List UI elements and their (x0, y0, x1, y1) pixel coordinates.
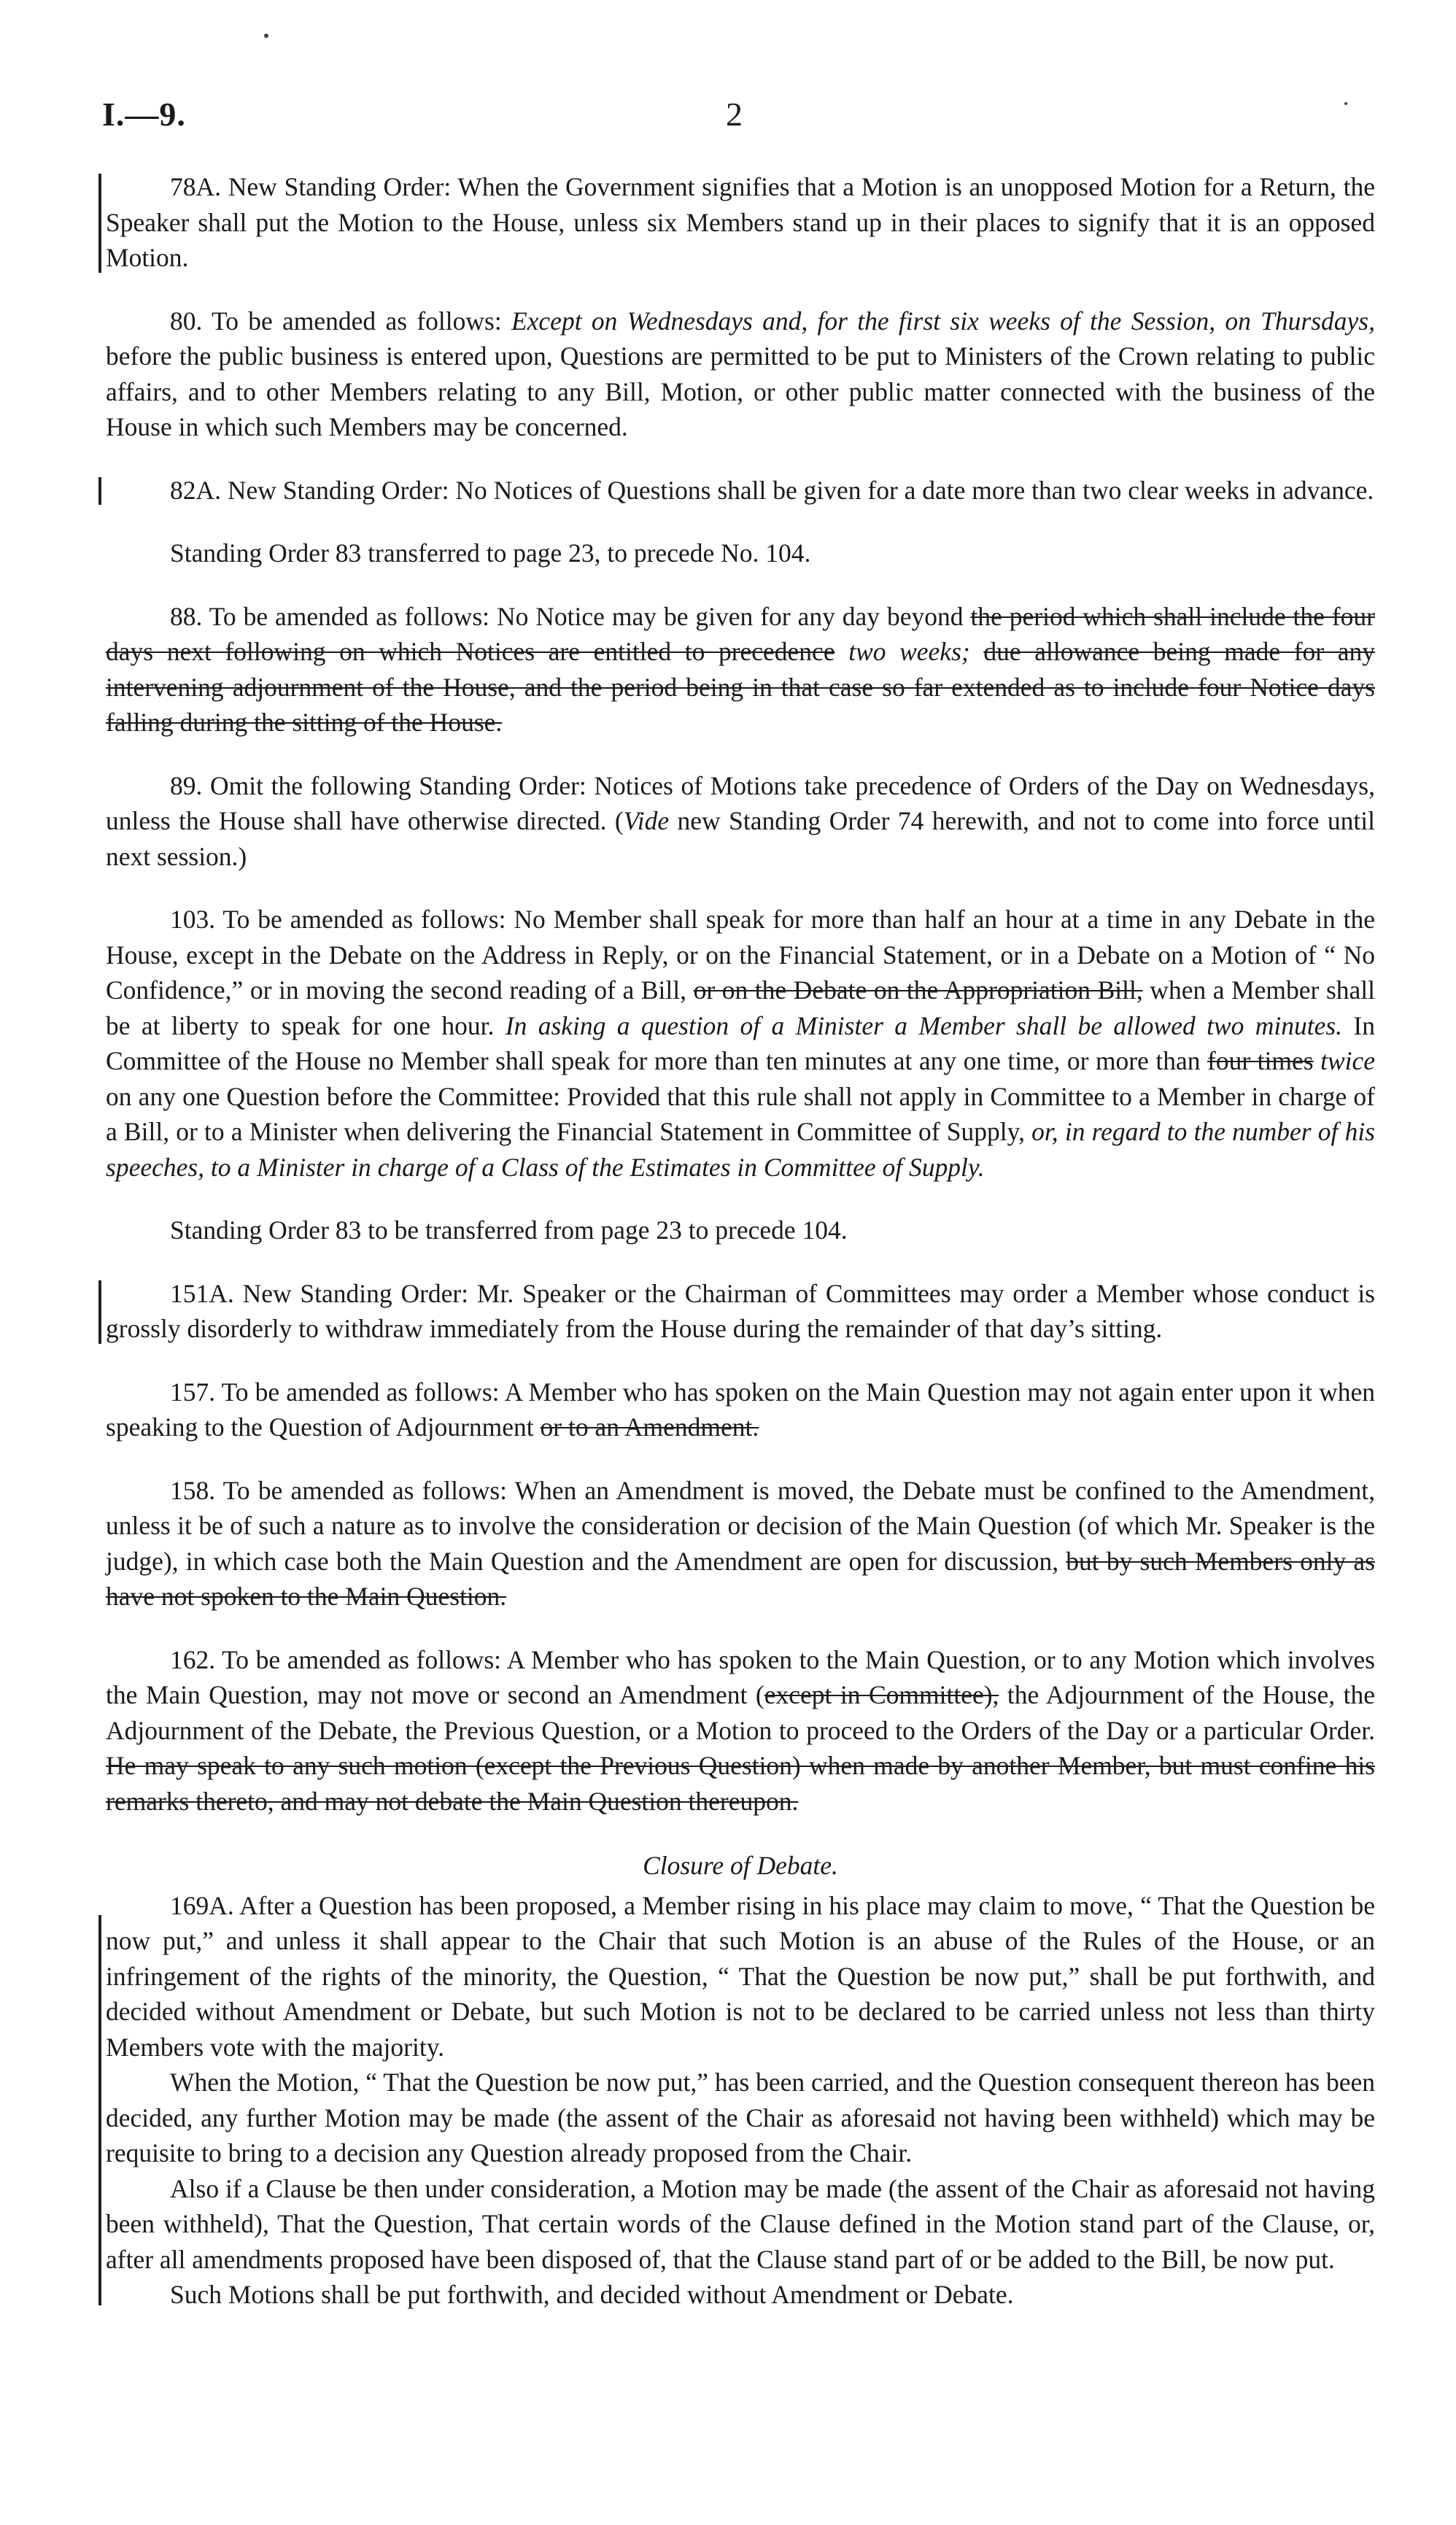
text-run: new Standing Order 74 herewith, and not to come into force until next session.) (106, 806, 1375, 871)
standing-order-169a: 169A. After a Question has been proposed, a Member rising in his place may claim to move, “ That the Question be now put,” and unless it shall appear to the Chair that such Motion is an abuse of the Rules of the House, or an infringement of the rights of the minority, the Question, “ That the Question be now put,” shall be put forthwith, and decided without Amendment or Debate, but such Motion is not to be declared to be carried unless not less than thirty Members vote with the majority. (106, 1890, 1375, 2062)
speck-mark (264, 34, 268, 38)
text-run: 103. To be amended as follows: No Member shall speak for more than half an hour at a time in any Debate in the House, except in the Debate on the Address in Reply, or on the Financial Statement, or in a Debate on a Motion of “ No Confidence,” or in moving the second reading of a Bill, (106, 905, 1375, 1005)
struck-text: or on the Debate on the Appropriation Bill, (693, 975, 1143, 1005)
standing-order-158 (106, 1473, 1375, 1615)
standing-order-88 (106, 599, 1375, 741)
closure-of-debate-section (106, 1848, 1375, 2313)
document-reference: I.—9. (102, 96, 186, 133)
italic-amendment: or, in regard to the number of his speeches, to a Minister in charge of a Class of the Estimates in Committee of Supply. (106, 1117, 1375, 1182)
struck-text: due allowance being made for any intervening adjournment of the House, and the period being in that case so far extended as to include four Notice days falling during the sitting of the House. (106, 637, 1375, 737)
text-run: 162. To be amended as follows: A Member who has spoken to the Main Question, or to any Motion which involves the Main Question, may not move or second an Amendment ( (106, 1644, 1375, 1709)
text-run: 80. To be amended as follows: (170, 306, 511, 336)
standing-order-162 (106, 1642, 1375, 1820)
standing-order-151a: 151A. New Standing Order: Mr. Speaker or the Chairman of Committees may order a Member whose conduct is grossly disorderly to withdraw immediately from the House during the remainder of that day’s sitting. (106, 1276, 1375, 1347)
text-run: on any one Question before the Committee: Provided that this rule shall not apply in Committee to a Member in charge of a Bill, or to a Minister when delivering the Financial Statement in Committee of Supply, (106, 1081, 1375, 1146)
struck-text: or to an Amendment. (540, 1412, 759, 1442)
text-run: the Adjournment of the House, the Adjournment of the Debate, the Previous Question, or a Motion to proceed to the Orders of the Day or a particular Order. (106, 1680, 1375, 1745)
standing-order-89 (106, 768, 1375, 875)
standing-order-78a: 78A. New Standing Order: When the Government signifies that a Motion is an unopposed Motion for a Return, the Speaker shall put the Motion to the House, unless six Members stand up in their places to signify that it is an opposed Motion. (106, 169, 1375, 276)
struck-text: except in Committee), (764, 1680, 999, 1709)
text-run: 88. To be amended as follows: No Notice may be given for any day beyond (170, 601, 971, 631)
margin-bar (98, 1915, 101, 2305)
text-run: before the public business is entered upon, Questions are permitted to be put to Ministers of the Crown relating to public affairs, and to other Members relating to any Bill, Motion, or other public matter connected with the business of the House in which such Members may be concerned. (106, 341, 1375, 441)
italic-text: Vide (623, 806, 670, 835)
struck-text: He may speak to any such motion (except the Previous Question) when made by another Member, but must confine his remarks thereto, and may not debate the Main Question thereupon. (106, 1751, 1375, 1816)
text-run: 158. To be amended as follows: When an Amendment is moved, the Debate must be confined to the Amendment, unless it be of such a nature as to involve the consideration or decision of the Main Question (of which Mr. Speaker is the judge), in which case both the Main Question and the Amendment are open for discussion, (106, 1475, 1375, 1576)
page-number: 2 (726, 96, 743, 133)
standing-order-157 (106, 1374, 1375, 1445)
standing-order-80 (106, 303, 1375, 445)
italic-amendment: Except on Wednesdays and, for the first six weeks of the Session, on Thursdays, (511, 306, 1375, 336)
text-run: 157. To be amended as follows: A Member who has spoken on the Main Question may not again enter upon it when speaking to the Question of Adjournment (106, 1377, 1375, 1442)
text-run: when a Member shall be at liberty to speak for one hour. (106, 975, 1375, 1040)
struck-text: the period which shall include the four days next following on which Notices are entitled to precedence (106, 601, 1376, 666)
section-title: Closure of Debate. (643, 1851, 838, 1880)
text-run: 89. Omit the following Standing Order: Notices of Motions take precedence of Orders of the Day on Wednesdays, unless the House shall have otherwise directed. ( (106, 770, 1375, 835)
closure-paragraph-4: Such Motions shall be put forthwith, and decided without Amendment or Debate. (170, 2280, 1014, 2309)
document-body (106, 169, 1375, 2313)
italic-amendment: twice (1313, 1046, 1375, 1075)
italic-amendment: two weeks; (835, 637, 984, 666)
standing-order-83-note-2: Standing Order 83 to be transferred from page 23 to precede 104. (170, 1215, 848, 1245)
struck-text: four times (1207, 1046, 1314, 1075)
standing-order-83-note: Standing Order 83 transferred to page 23, to precede No. 104. (170, 538, 811, 568)
closure-paragraph-2: When the Motion, “ That the Question be now put,” has been carried, and the Question consequent thereon has been decided, any further Motion may be made (the assent of the Chair as aforesaid not having been withheld) which may be requisite to bring to a decision any Question already proposed from the Chair. (106, 2068, 1375, 2168)
standing-order-82a: 82A. New Standing Order: No Notices of Questions shall be given for a date more than two clear weeks in advance. (106, 473, 1375, 509)
italic-amendment: In asking a question of a Minister a Member shall be allowed two minutes. (505, 1010, 1343, 1040)
struck-text: but by such Members only as have not spoken to the Main Question. (106, 1546, 1375, 1611)
standing-order-103 (106, 902, 1375, 1185)
page-header (102, 95, 1354, 139)
text-run: In Committee of the House no Member shall speak for more than ten minutes at any one time, or more than (106, 1010, 1375, 1075)
closure-paragraph-3: Also if a Clause be then under consideration, a Motion may be made (the assent of the Chair as aforesaid not having been withheld), That the Question, That certain words of the Clause defined in the Motion stand part of the Clause, or, after all amendments proposed have been disposed of, that the Clause stand part of or be added to the Bill, be now put. (106, 2173, 1375, 2274)
